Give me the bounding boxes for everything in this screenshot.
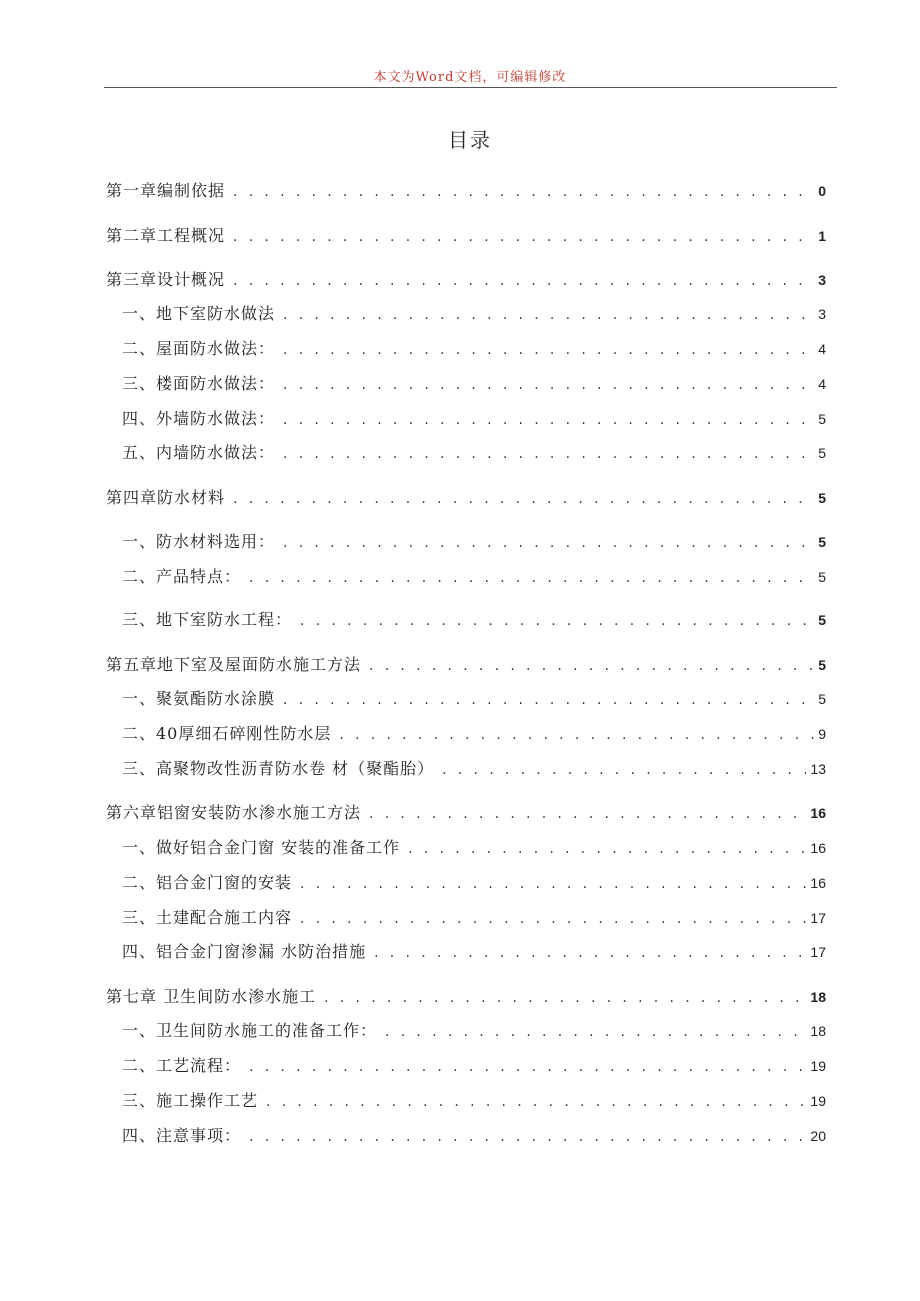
toc-leader-dots: [339, 723, 814, 747]
toc-entry-text: 三、施工操作工艺: [122, 1091, 259, 1110]
toc-page-number: 1: [818, 228, 826, 244]
toc-entry-text: 二、产品特点：: [122, 567, 242, 586]
toc-entry-chapter-3[interactable]: [106, 268, 826, 292]
toc-entry-section[interactable]: [122, 530, 826, 554]
toc-leader-dots: [300, 609, 814, 633]
toc-page-number: 5: [818, 612, 826, 628]
toc-entry-text: 二、40厚细石碎刚性防水层: [122, 724, 332, 743]
toc-entry-chapter-5[interactable]: [106, 653, 826, 677]
toc-entry-section[interactable]: [122, 722, 826, 746]
toc-leader-dots: [283, 303, 814, 327]
toc-page-number: 5: [818, 691, 826, 707]
toc-entry-section[interactable]: [122, 407, 826, 431]
toc-page-number: 16: [810, 875, 826, 891]
toc-entry-chapter-4[interactable]: [106, 486, 826, 510]
toc-entry-section[interactable]: [122, 565, 826, 589]
toc-entry-text: 二、铝合金门窗的安装: [122, 873, 293, 892]
toc-page-number: 5: [818, 657, 826, 673]
toc-entry-section[interactable]: [122, 871, 826, 895]
toc-leader-dots: [283, 531, 814, 555]
toc-page-number: 9: [818, 726, 826, 742]
toc-leader-dots: [249, 1125, 806, 1149]
toc-entry-text: 三、楼面防水做法：: [122, 374, 276, 393]
toc-leader-dots: [233, 225, 814, 249]
toc-entry-section[interactable]: [122, 337, 826, 361]
toc-entry-section[interactable]: [122, 836, 826, 860]
toc-leader-dots: [249, 566, 814, 590]
toc-page-number: 20: [810, 1128, 826, 1144]
toc-entry-text: 四、铝合金门窗渗漏 水防治措施: [122, 942, 367, 961]
toc-page-number: 4: [818, 376, 826, 392]
toc-leader-dots: [300, 872, 806, 896]
toc-page-number: 19: [810, 1058, 826, 1074]
toc-entry-section[interactable]: [122, 441, 826, 465]
toc-leader-dots: [283, 338, 814, 362]
toc-leader-dots: [249, 1055, 806, 1079]
toc-page-number: 5: [818, 490, 826, 506]
toc-page-number: 5: [818, 534, 826, 550]
toc-entry-text: 第四章防水材料: [106, 488, 226, 507]
toc-entry-section[interactable]: [122, 940, 826, 964]
toc-title: 目录: [448, 128, 492, 152]
toc-entry-section[interactable]: [122, 687, 826, 711]
toc-page-number: 13: [810, 761, 826, 777]
toc-entry-text: 第二章工程概况: [106, 226, 226, 245]
toc-leader-dots: [233, 487, 814, 511]
toc-leader-dots: [283, 408, 814, 432]
toc-page-number: 3: [818, 306, 826, 322]
toc-entry-text: 二、屋面防水做法：: [122, 339, 276, 358]
toc-page-number: 16: [810, 840, 826, 856]
toc-leader-dots: [283, 442, 814, 466]
toc-entry-text: 第一章编制依据: [106, 181, 226, 200]
toc-leader-dots: [233, 180, 814, 204]
toc-entry-text: 一、做好铝合金门窗 安装的准备工作: [122, 838, 401, 857]
toc-entry-text: 第三章设计概况: [106, 270, 226, 289]
toc-entry-chapter-6[interactable]: [106, 801, 826, 825]
toc-entry-section[interactable]: [122, 302, 826, 326]
toc-leader-dots: [324, 986, 806, 1010]
toc-leader-dots: [385, 1020, 806, 1044]
toc-entry-text: 三、土建配合施工内容: [122, 908, 293, 927]
toc-entry-text: 一、防水材料选用：: [122, 532, 276, 551]
toc-page-number: 4: [818, 341, 826, 357]
toc-page-number: 19: [810, 1093, 826, 1109]
toc-entry-chapter-2[interactable]: [106, 224, 826, 248]
toc-entry-chapter-7[interactable]: [106, 985, 826, 1009]
toc-entry-section[interactable]: [122, 1124, 826, 1148]
toc-page-number: 18: [810, 989, 826, 1005]
toc-page-number: 17: [810, 944, 826, 960]
toc-entry-text: 第七章 卫生间防水渗水施工: [106, 987, 317, 1006]
toc-entry-text: 五、内墙防水做法：: [122, 443, 276, 462]
toc-leader-dots: [283, 373, 814, 397]
toc-entry-text: 一、地下室防水做法: [122, 304, 276, 323]
toc-page-number: 5: [818, 411, 826, 427]
toc-page-number: 5: [818, 569, 826, 585]
toc-entry-text: 第五章地下室及屋面防水施工方法: [106, 655, 362, 674]
toc-entry-section[interactable]: [122, 757, 826, 781]
toc-entry-text: 四、外墙防水做法：: [122, 409, 276, 428]
toc-entry-text: 第六章铝窗安装防水渗水施工方法: [106, 803, 362, 822]
toc-leader-dots: [374, 941, 806, 965]
toc-entry-section[interactable]: [122, 372, 826, 396]
toc-entry-section[interactable]: [122, 1089, 826, 1113]
toc-entry-section[interactable]: [122, 608, 826, 632]
document-header-note: 本文为Word文档，可编辑修改: [373, 70, 567, 85]
toc-leader-dots: [369, 654, 814, 678]
toc-entry-chapter-1[interactable]: [106, 179, 826, 203]
toc-page-number: 5: [818, 445, 826, 461]
toc-entry-section[interactable]: [122, 1054, 826, 1078]
toc-leader-dots: [369, 802, 806, 826]
toc-page-number: 18: [810, 1023, 826, 1039]
toc-page-number: 0: [818, 183, 826, 199]
toc-leader-dots: [300, 907, 806, 931]
toc-leader-dots: [233, 269, 814, 293]
toc-page-number: 3: [818, 272, 826, 288]
toc-entry-section[interactable]: [122, 1019, 826, 1043]
toc-page-number: 17: [810, 910, 826, 926]
toc-entry-section[interactable]: [122, 906, 826, 930]
toc-entry-text: 二、工艺流程：: [122, 1056, 242, 1075]
toc-page-number: 16: [810, 805, 826, 821]
toc-leader-dots: [283, 688, 814, 712]
toc-entry-text: 四、注意事项：: [122, 1126, 242, 1145]
toc-entry-text: 一、卫生间防水施工的准备工作：: [122, 1021, 378, 1040]
toc-entry-text: 三、高聚物改性沥青防水卷 材（聚酯胎）: [122, 759, 435, 778]
toc-leader-dots: [442, 758, 806, 782]
toc-leader-dots: [266, 1090, 806, 1114]
toc-entry-text: 三、地下室防水工程：: [122, 610, 293, 629]
toc-entry-text: 一、聚氨酯防水涂膜: [122, 689, 276, 708]
toc-leader-dots: [408, 837, 806, 861]
